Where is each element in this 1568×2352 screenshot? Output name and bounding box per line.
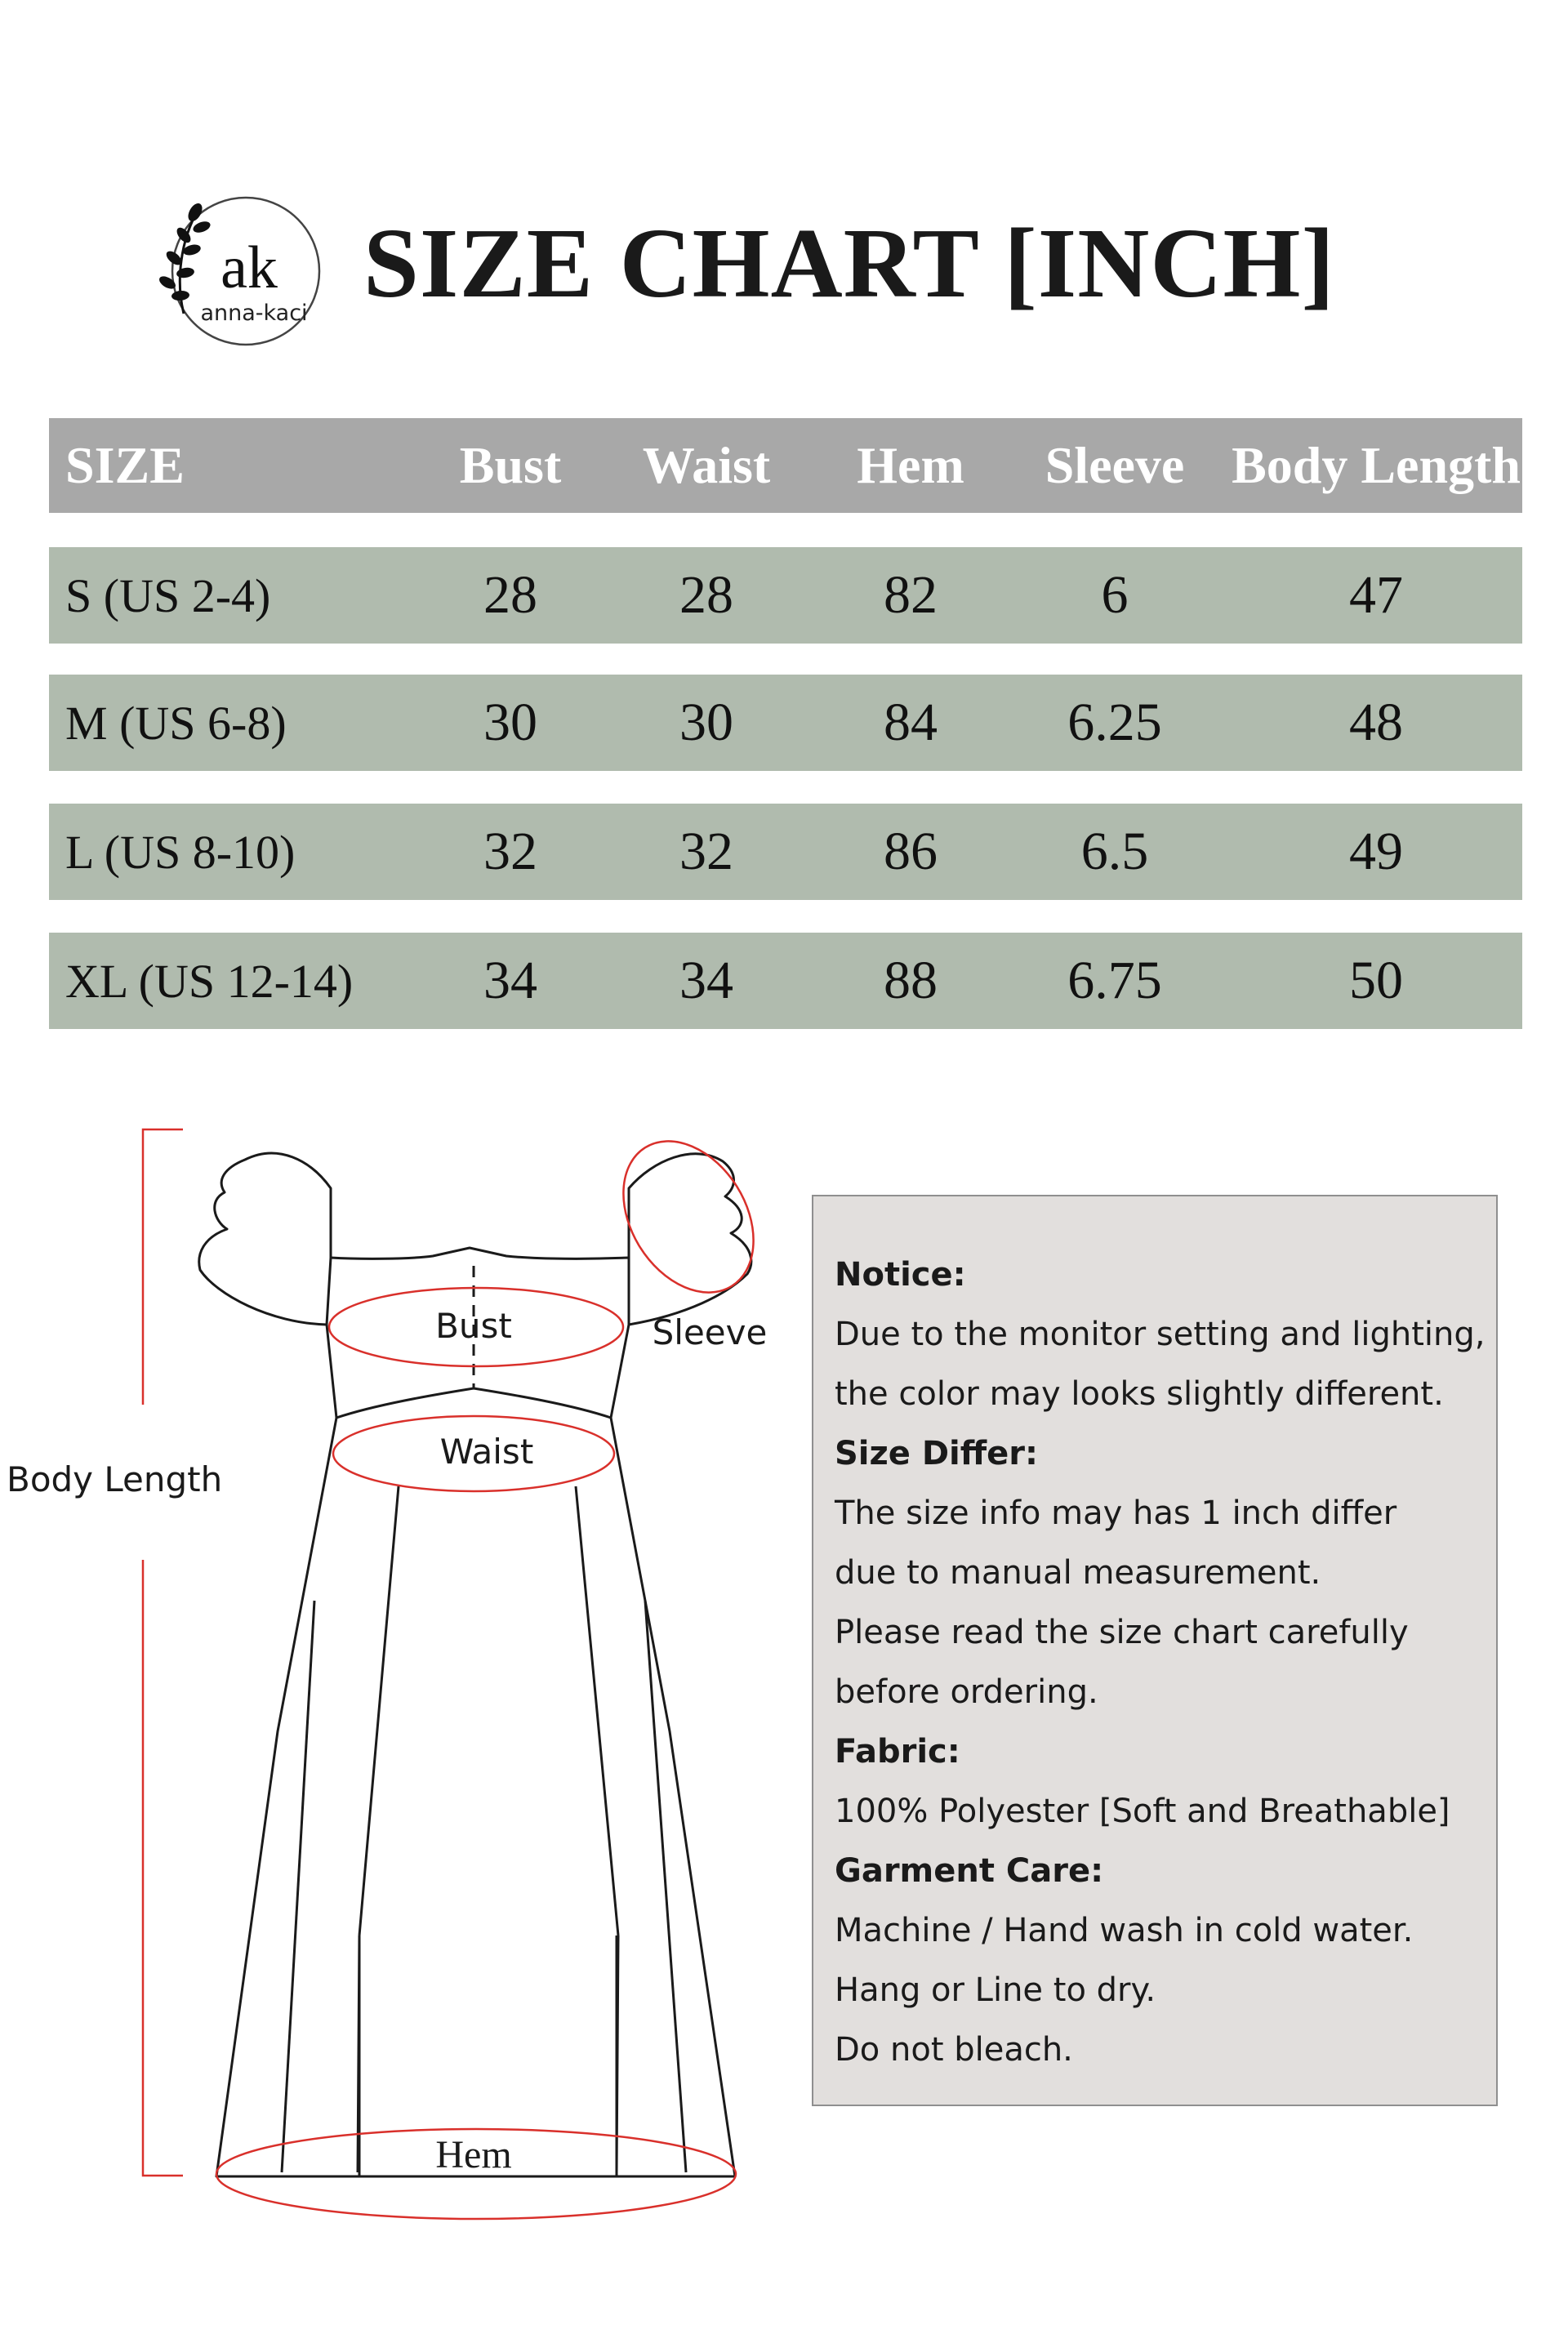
cell-size: M (US 6-8) xyxy=(65,696,287,750)
notice-line: 100% Polyester [Soft and Breathable] xyxy=(835,1793,1450,1830)
right-slit xyxy=(576,1486,618,2172)
cell-waist: 32 xyxy=(679,822,733,881)
left-sleeve-outline xyxy=(199,1153,331,1325)
cell-body-length: 47 xyxy=(1349,565,1403,625)
page-title: SIZE CHART [INCH] xyxy=(363,208,1335,318)
cell-bust: 34 xyxy=(483,951,537,1010)
sleeve-label: Sleeve xyxy=(652,1312,768,1352)
table-header xyxy=(49,418,1522,513)
col-header-hem: Hem xyxy=(857,436,964,494)
notice-line: Do not bleach. xyxy=(835,2031,1073,2069)
body-length-label: Body Length xyxy=(7,1459,223,1499)
notice-panel xyxy=(812,1195,1498,2106)
cell-waist: 34 xyxy=(679,951,733,1010)
side-seam-right xyxy=(645,1601,686,2172)
cell-sleeve: 6 xyxy=(1101,565,1129,625)
table-row xyxy=(49,547,1522,644)
sleeve-measure-ellipse xyxy=(597,1117,781,1316)
dress-diagram xyxy=(0,1111,784,2221)
notice-line: Due to the monitor setting and lighting, xyxy=(835,1316,1486,1353)
notice-line: Please read the size chart carefully xyxy=(835,1614,1409,1651)
cell-bust: 30 xyxy=(483,693,537,752)
logo-brand: anna-kaci xyxy=(200,301,308,326)
cell-sleeve: 6.5 xyxy=(1080,822,1149,881)
table-row xyxy=(49,675,1522,771)
notice-line: The size info may has 1 inch differ xyxy=(835,1494,1397,1532)
cell-hem: 84 xyxy=(884,693,938,752)
cell-sleeve: 6.25 xyxy=(1067,693,1162,752)
cell-bust: 28 xyxy=(483,565,537,625)
col-header-sleeve: Sleeve xyxy=(1045,436,1185,494)
notice-line: due to manual measurement. xyxy=(835,1554,1321,1592)
cell-hem: 86 xyxy=(884,822,938,881)
notice-heading: Notice: xyxy=(835,1256,966,1294)
table-row xyxy=(49,933,1522,1029)
logo-monogram: ak xyxy=(220,234,278,301)
cell-bust: 32 xyxy=(483,822,537,881)
size-differ-heading: Size Differ: xyxy=(835,1435,1039,1472)
col-header-body-length: Body Length xyxy=(1232,436,1521,494)
col-header-bust: Bust xyxy=(459,436,562,494)
fabric-heading: Fabric: xyxy=(835,1733,960,1771)
cell-sleeve: 6.75 xyxy=(1067,951,1162,1010)
notice-line: Machine / Hand wash in cold water. xyxy=(835,1912,1414,1949)
cell-body-length: 50 xyxy=(1349,951,1403,1010)
cell-size: L (US 8-10) xyxy=(65,825,296,879)
waist-label: Waist xyxy=(439,1432,534,1472)
brand-logo xyxy=(141,191,324,351)
cell-waist: 30 xyxy=(679,693,733,752)
table-row xyxy=(49,804,1522,900)
body-length-bracket-bottom xyxy=(143,1560,183,2176)
col-header-size: SIZE xyxy=(65,436,185,494)
notice-line: Hang or Line to dry. xyxy=(835,1971,1156,2009)
cell-size: S (US 2-4) xyxy=(65,568,271,622)
notice-line: before ordering. xyxy=(835,1673,1098,1711)
cell-hem: 88 xyxy=(884,951,938,1010)
garment-care-heading: Garment Care: xyxy=(835,1852,1104,1890)
hem-label: Hem xyxy=(435,2133,512,2176)
notice-line: the color may looks slightly different. xyxy=(835,1375,1444,1413)
cell-body-length: 49 xyxy=(1349,822,1403,881)
body-length-bracket-top xyxy=(143,1129,183,1405)
cell-size: XL (US 12-14) xyxy=(65,954,354,1008)
bust-label: Bust xyxy=(435,1306,512,1346)
cell-body-length: 48 xyxy=(1349,693,1403,752)
left-slit xyxy=(358,1486,399,2172)
cell-waist: 28 xyxy=(679,565,733,625)
leaf-branch-icon xyxy=(157,201,212,314)
cell-hem: 82 xyxy=(884,565,938,625)
col-header-waist: Waist xyxy=(642,436,771,494)
skirt-outline xyxy=(216,1418,735,2176)
